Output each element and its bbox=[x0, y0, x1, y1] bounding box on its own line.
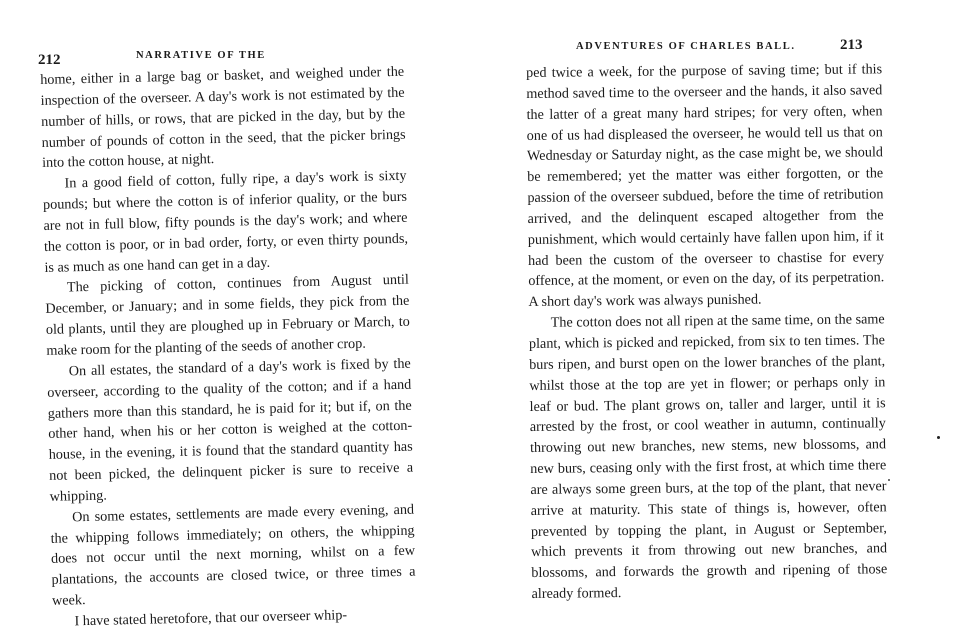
paragraph: I have stated heretofore, that our overseer whip- bbox=[74, 607, 348, 630]
ink-speck bbox=[937, 436, 940, 439]
page-number: 212 bbox=[38, 52, 61, 68]
body-text bbox=[40, 62, 417, 633]
paragraph: On some estates, settlements are made every evening, and the whipping follows immediately; on others, the whipping does not occur until the next morning, whilst on a few plantations, the accounts are closed twice, or three times a week. bbox=[50, 501, 416, 609]
running-head: ADVENTURES OF CHARLES BALL. bbox=[576, 41, 796, 52]
paragraph: On all estates, the standard of a day's work is fixed by the overseer, according to the quality of the cotton; and if a hand gathers more than this standard, he is paid for it; but if, on the other hand, when his or her cotton is weighed at the cotton-house, in the evening, it is found that the standard quantity has not been picked, the delinquent picker is sure to receive a whipping. bbox=[47, 355, 414, 505]
paragraph: The cotton does not all ripen at the same time, on the same plant, which is picked and repicked, from six to ten times. The burs ripen, and burst open on the lower branches of the plant, whilst those at the top are yet in flower; or perhaps only in leaf or bud. The plant grows on, taller and larger, until it is arrested by the frost, or cool weather in autumn, continually throwing out new branches, new stems, new blossoms, and new burs, ceasing only with the first frost, at which time there are always some green burs, at the top of the plant, that never arrive at maturity. This state of things is, however, often prevented by topping the plant, in August or September, which prevents it from throwing out new branches, and blossoms, and forwards the growth and ripening of those already formed. bbox=[528, 311, 888, 603]
paragraph: ped twice a week, for the purpose of saving time; but if this method saved time to the overseer and the hands, it also saved the latter of a great many hard stripes; for very often, when one of us had displeased the overseer, he would tell us that on Wednesday or Saturday night, as the case might be, we should be remembered; yet the matter was either forgotten, or the passion of the overseer subdued, before the time of retribution arrived, and the delinquent escaped altogether from the punishment, which would certainly have fallen upon him, if it had been the custom of the overseer to chastise for every offence, at the moment, or even on the day, of its perpetration. A short day's work was always punished. bbox=[526, 61, 885, 311]
paragraph: home, either in a large bag or basket, and weighed under the inspection of the overseer. A day's work is not estimated by the number of hills, or rows, that are picked in the day, but by the number of pounds of cotton in the seed, that the picker brings into the cotton house, at night. bbox=[40, 63, 406, 172]
paragraph: The picking of cotton, continues from August until December, or January; and in some fields, they pick from the old plants, until they are ploughed up in February or March, to make room for the planting of the seeds of another crop. bbox=[45, 272, 410, 359]
right-page bbox=[500, 0, 980, 643]
ink-speck bbox=[888, 479, 890, 481]
left-page bbox=[0, 0, 470, 643]
paragraph: In a good field of cotton, fully ripe, a day's work is sixty pounds; but where the cotton is of inferior quality, or the burs are not in full blow, fifty pounds is the day's work; and where the cotton is poor, or in bad order, forty, or even thirty pounds, is as much as one hand can get in a day. bbox=[42, 167, 409, 276]
body-text bbox=[526, 59, 888, 605]
page-number: 213 bbox=[840, 37, 863, 53]
running-head: NARRATIVE OF THE bbox=[136, 50, 266, 61]
